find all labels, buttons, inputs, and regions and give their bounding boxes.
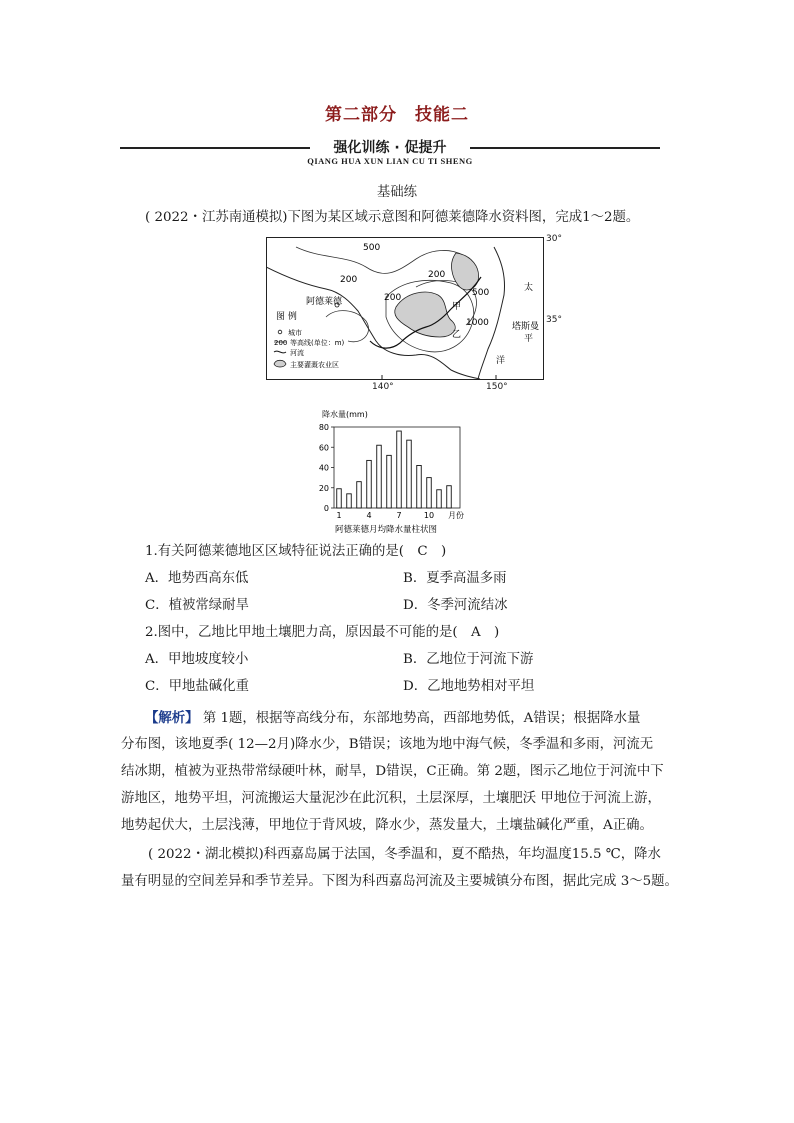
question-2-option-a: A．甲地坡度较小 xyxy=(145,652,249,667)
place-yi: 乙 xyxy=(452,330,462,340)
y-tick-label: 80 xyxy=(318,423,329,432)
city-label: 阿德莱德 xyxy=(306,297,343,307)
legend-title: 图 例 xyxy=(276,312,297,322)
question-1-stem: 1.有关阿德莱德地区区域特征说法正确的是( C ) xyxy=(145,544,447,559)
y-tick-label: 40 xyxy=(318,463,329,473)
section-banner xyxy=(120,134,660,174)
ocean-label: 平 xyxy=(524,334,534,344)
question-2-option-b: B．乙地位于河流下游 xyxy=(403,652,534,667)
legend-irrigation: 主要灌溉农业区 xyxy=(290,361,339,369)
y-tick-label: 20 xyxy=(318,483,329,493)
section-heading: 基础练 xyxy=(376,185,418,200)
bar-month-7 xyxy=(397,431,402,508)
place-jia: 甲 xyxy=(452,302,462,312)
y-tick-label: 60 xyxy=(318,443,329,453)
bar-month-6 xyxy=(387,455,392,508)
legend-irrigation-symbol xyxy=(274,360,286,367)
ocean-label: 太 xyxy=(524,283,534,293)
analysis-text-1: 第 1题，根据等高线分布，东部地势高，西部地势低，A错误；根据降水量 xyxy=(202,711,641,726)
banner-pinyin: QIANG HUA XUN LIAN CU TI SHENG xyxy=(307,156,473,166)
analysis-line-5: 地势起伏大，土层浅薄，甲地位于背风坡，降水少，蒸发量大，土壤盐碱化严重，A正确。 xyxy=(121,818,653,833)
contour-label: 200 xyxy=(340,275,358,285)
analysis-line-2: 分布图，该地夏季( 12—2月)降水少，B错误；该地为地中海气候，冬季温和多雨，河流无 xyxy=(121,737,654,752)
bar-month-5 xyxy=(377,445,382,508)
bar-month-12 xyxy=(447,486,452,508)
analysis-line-4: 游地区，地势平坦，河流搬运大量泥沙在此沉积，土层深厚，土壤肥沃 甲地位于河流上游， xyxy=(121,791,661,806)
intro-text-2-line-2: 量有明显的空间差异和季节差异。下图为科西嘉岛河流及主要城镇分布图，据此完成 3～5题。 xyxy=(121,874,678,889)
banner-title: 强化训练 · 促提升 xyxy=(333,140,447,156)
lat-label-30: 30° xyxy=(546,234,562,244)
question-2-stem: 2.图中，乙地比甲地土壤肥力高，原因最不可能的是( A ) xyxy=(145,625,500,640)
contour-label: 500 xyxy=(363,243,381,253)
lat-label-35: 35° xyxy=(546,315,562,325)
legend-city: 城市 xyxy=(288,329,302,337)
analysis-line-3: 结冰期，植被为亚热带常绿硬叶林，耐旱，D错误，C正确。第 2题，图示乙地位于河流中下 xyxy=(121,764,664,779)
x-tick-label: 1 xyxy=(336,511,342,520)
ocean-label: 塔斯曼 xyxy=(512,322,540,332)
bar-month-9 xyxy=(417,465,422,508)
question-1-option-a: A．地势西高东低 xyxy=(145,571,249,586)
bar-month-1 xyxy=(337,489,342,508)
bar-month-10 xyxy=(427,478,432,508)
lon-label-140: 140° xyxy=(372,382,394,392)
legend-contour-value: 200 xyxy=(274,339,288,347)
analysis-tag: 【解析】 xyxy=(145,710,199,726)
bar-month-3 xyxy=(357,482,362,508)
bar-month-11 xyxy=(437,490,442,508)
analysis-line-1 xyxy=(145,704,640,733)
contour-label: 200 xyxy=(428,270,446,280)
region-map xyxy=(266,237,544,380)
intro-text-2-line-1: ( 2022・湖北模拟)科西嘉岛属于法国，冬季温和，夏不酷热，年均温度15.5 ℃，降水 xyxy=(148,847,661,862)
ocean-label: 洋 xyxy=(496,356,506,366)
x-tick-label: 10 xyxy=(423,511,435,520)
legend-river: 河流 xyxy=(290,349,304,357)
contour-label: 200 xyxy=(384,293,402,303)
chart-ylabel: 降水量(mm) xyxy=(322,410,368,419)
chart-title: 阿德莱德月均降水量柱状图 xyxy=(335,525,438,535)
bar-month-4 xyxy=(367,460,372,508)
x-tick-label: 4 xyxy=(366,511,372,520)
question-2-option-d: D．乙地地势相对平坦 xyxy=(403,679,535,694)
y-tick-label: 0 xyxy=(323,504,329,513)
legend-contour: 等高线(单位：m) xyxy=(290,339,345,347)
page-title: 第二部分 技能二 xyxy=(325,105,469,125)
x-tick-label: 月份 xyxy=(448,511,464,520)
question-1-option-b: B．夏季高温多雨 xyxy=(403,571,507,586)
contour-label: 1000 xyxy=(466,318,489,328)
contour-label: 500 xyxy=(472,288,490,298)
question-2-option-c: C．甲地盐碱化重 xyxy=(145,679,249,694)
lon-label-150: 150° xyxy=(486,382,508,392)
bar-month-2 xyxy=(347,494,352,508)
precipitation-chart xyxy=(300,405,480,540)
question-1-option-d: D．冬季河流结冰 xyxy=(403,598,508,613)
x-tick-label: 7 xyxy=(396,511,402,520)
legend-city-symbol xyxy=(278,330,282,334)
intro-text-1: ( 2022・江苏南通模拟)下图为某区域示意图和阿德莱德降水资料图，完成1～2题。 xyxy=(145,210,640,225)
bar-month-8 xyxy=(407,440,412,508)
question-1-option-c: C．植被常绿耐旱 xyxy=(145,598,249,613)
